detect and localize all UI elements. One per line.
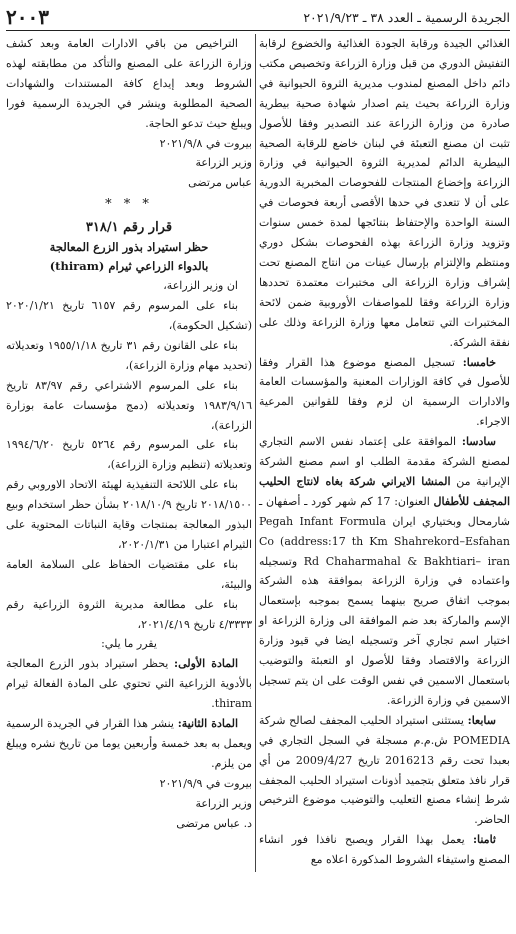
basis-item: بناء على المرسوم الاشتراعي رقم ٨٣/٩٧ تاريخ ١٩٨٣/٩/١٦ وتعديلاته (دمج مؤسسات عامة بوزارة الزراعة)،: [6, 378, 252, 432]
clause-sixth: [259, 432, 510, 711]
article-text: يحظر استيراد بذور الزرع المعالجة بالأدوية الزراعية التي تحتوي على المادة الفعالة ثيرام thiram.: [6, 657, 252, 711]
decision-number: قرار رقم ٣١٨/١: [85, 220, 173, 236]
clause-label: سادسا:: [461, 435, 496, 449]
gazette-title: الجريدة الرسمية ـ العدد ٣٨ ـ ٢٠٢١/٩/٢٣: [303, 9, 510, 25]
minister-intro: ان وزير الزراعة،: [163, 279, 238, 293]
paragraph-continuation: الغذائي الجيدة ورقابة الجودة الغذائية والخضوع لرقابة التفتيش الدوري من قبل وزارة الزراعة وتخصيص مكتب دائم داخل المصنع لمندوب مديرية الثروة الحيوانية في وزارة الزراعة بحيث يتم اصدار شهادة صحية بيطرية صادرة من وزارة الزراعة عند التصدير وفقا للأصول تثبت ان مصنع التعبئة في لبنان خاضع للرقابة الصحية البيطرية الدائم لمديرية الثروة الحيوانية في وزارة الزراعة وإخضاع المنتجات للفحوصات المخبرية الدورية على أن لا تتعدى في حدها الأقصى أربعة فحوصات في السنة الواحدة والإحتفاظ بنتائجها لمدة خمس سنوات وتزويد وزارة الزراعة بهذه الفحوصات بشكل دوري ومنتظم والإلتزام بإرسال عينات من انتاج المصنع تحت إشراف وزارة الزراعة الى مختبرات معتمدة تحددها وزارة الزراعة وفقا للمواصفات الأوروبية ضمن لائحة المختبرات التي تتعامل معها وزارة الزراعة وذلك على نفقة الشركة.: [259, 37, 510, 349]
article-label: المادة الثانية:: [177, 717, 239, 731]
clause-text: يستثنى استيراد الحليب المجفف لصالح شركة POMEDIA ش.م.م مسجلة في السجل التجاري في بعبدا تحت رقم 2016213 تاريخ 2009/4/27 من أي قرار نافذ متعلق بتجميد أذونات استيراد الحليب المجفف شرط إنشاء مصنع التعليب والتوضيب موضوع الترخيص الحاضر.: [259, 713, 510, 827]
page-number: ٢٠٠٣: [6, 5, 49, 29]
basis-item: بناء على مطالعة مديرية الثروة الزراعية رقم ٤/٣٣٣٣ تاريخ ٢٠٢١/٤/١٩،: [6, 597, 252, 631]
left-column: [6, 34, 252, 834]
decision-subject-line-1: حظر استيراد بذور الزرع المعالجة: [49, 240, 209, 255]
clause-label: سابعا:: [467, 713, 496, 727]
basis-item: بناء على المرسوم رقم ٦١٥٧ تاريخ ٢٠٢٠/١/٢١ (تشكيل الحكومة)،: [6, 299, 252, 332]
basis-item: بناء على اللائحة التنفيذية لهيئة الاتحاد الاوروبي رقم ٢٠١٨/١٥٠٠ تاريخ ٢٠١٨/١٠/٩ بشأن حظر استخدام وبيع البذور المعالجة بمنتجات وقاية النباتات المحتوية على الثيرام اعتبارا من ٢٠٢٠/١/٣١،: [6, 478, 252, 551]
clause-label: خامسا:: [462, 355, 496, 369]
paragraph-continuation: التراخيص من باقي الادارات العامة وبعد كشف وزارة الزراعة على المصنع والتأكد من مطابقته لهذه الشروط وبعد إيداع كافة المستندات والشهادات الصحية المطلوبة وينشر في الجريدة الرسمية فورا ويبلغ حيث تدعو الحاجة.: [6, 37, 252, 130]
article-text: ينشر هذا القرار في الجريدة الرسمية ويعمل به بعد خمسة وأربعين يوما من تاريخ نشره ويبلغ من يلزم.: [6, 717, 252, 770]
right-column: [259, 34, 510, 870]
signature-name: د. عباس مرتضى: [176, 816, 252, 830]
decision-subject-line-2: بالدواء الزراعي ثيرام (thiram): [49, 259, 209, 274]
article-second: [6, 714, 252, 774]
clause-seventh: [259, 711, 510, 830]
clause-text: يعمل بهذا القرار ويصبح نافذا فور انشاء المصنع واستيفاء الشروط المذكورة اعلاه مع: [259, 833, 510, 867]
basis-item: بناء على القانون رقم ٣١ تاريخ ١٩٥٥/١/١٨ وتعديلاته (تحديد مهام وزارة الزراعة)،: [6, 338, 252, 372]
clause-text: تسجيل المصنع موضوع هذا القرار وفقا للأصول في كافة الوزارات المعنية والمؤسسات العامة والادارات الرسمية ان لزم وفقا للقوانين المرعية الاجراء.: [259, 355, 510, 429]
signature-title: وزير الزراعة: [195, 156, 252, 170]
basis-item: بناء على مقتضيات الحفاظ على السلامة العامة والبيئة،: [6, 557, 252, 591]
section-separator: * * *: [105, 197, 153, 213]
article-first: [6, 654, 252, 714]
clause-text: الموافقة على إعتماد نفس الاسم التجاري لمصنع الشركة مقدمة الطلب او اسم مصنع الشركة الإيرانية من: [259, 435, 510, 488]
clause-bold-text: المنشا الايراني شركة بغاه لانتاج الحليب المجفف للأطفال: [259, 474, 510, 508]
article-label: المادة الأولى:: [174, 657, 238, 671]
signature-date: بيروت في ٢٠٢١/٩/٨: [159, 136, 252, 150]
clause-text: العنوان: 17 كم شهر كورد ـ أصفهان ـ شارمحال وبختياري ايران Pegah Infant Formula Co (address:17 th Km Shahrekord–Esfahan Rd Chaharmahal & Bakhtiari– iran وتسجيله واعتماده في وزارة الزراعة بموافقة هذه الشركة بموجب اتفاق صريح بينهما يسمح بموجبه بإستعمال الإسم والماركة بعد ضم الموافقة الى وزارة الزراعة او اختيار اسم تجاري آخر وتسجيله ايضا في قيود وزارة الزراعة والاقتصاد وفقا للأصول او التعبئة والتوضيب باستعمال الاسمين في نفس الوقت على ان يتم تسجيل الاسمين في وزارة الزراعة.: [259, 494, 510, 707]
basis-item: بناء على المرسوم رقم ٥٢٦٤ تاريخ ١٩٩٤/٦/٢٠ وتعديلاته (تنظيم وزارة الزراعة)،: [6, 438, 252, 472]
signature-date: بيروت في ٢٠٢١/٩/٩: [159, 776, 252, 790]
decides-heading: يقرر ما يلي:: [101, 637, 157, 651]
page-header: [6, 4, 510, 31]
column-divider: [255, 34, 256, 872]
clause-label: ثامنا:: [472, 833, 496, 847]
clause-eighth: [259, 830, 510, 870]
signature-name: عباس مرتضى: [188, 176, 252, 190]
signature-title: وزير الزراعة: [195, 796, 252, 810]
clause-fifth: [259, 353, 510, 433]
